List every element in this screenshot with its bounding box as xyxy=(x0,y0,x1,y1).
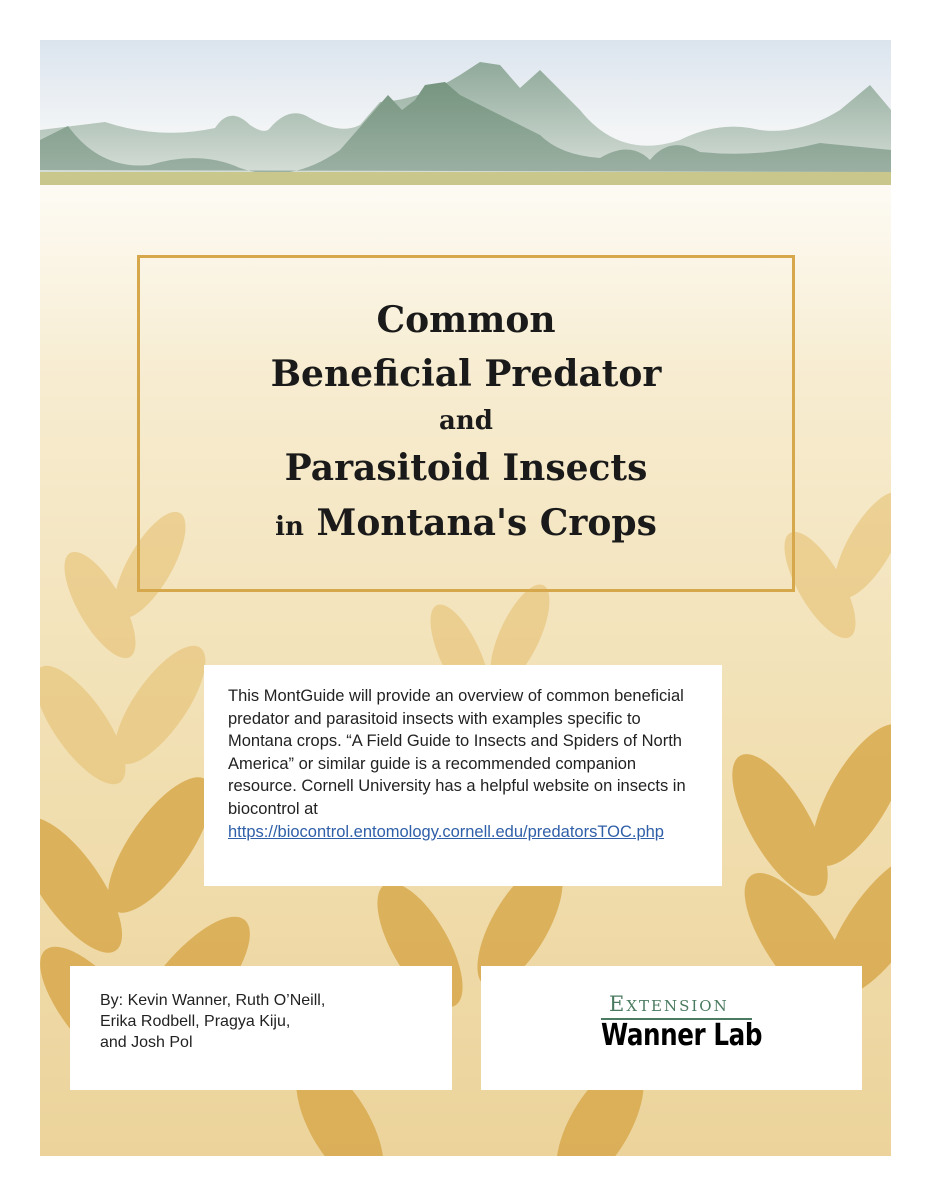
title-line-1: Common xyxy=(376,298,556,341)
authors-line-3: and Josh Pol xyxy=(100,1034,193,1051)
title-box xyxy=(137,255,795,592)
title-line-4: Parasitoid Insects xyxy=(284,446,648,489)
mountain-illustration xyxy=(40,40,891,172)
authors-line-2: Erika Rodbell, Pragya Kiju, xyxy=(100,1013,291,1030)
cover-page xyxy=(40,40,891,1156)
title-line-5-main: Montana's Crops xyxy=(316,501,657,544)
description-box xyxy=(204,665,722,886)
title-line-2: Beneficial Predator xyxy=(270,352,662,395)
title-line-3: and xyxy=(439,405,493,436)
authors-line-1: By: Kevin Wanner, Ruth O’Neill, xyxy=(100,992,326,1009)
title-line-5-prefix: in xyxy=(275,511,304,542)
extension-logo xyxy=(481,966,862,1090)
olive-band xyxy=(40,172,891,185)
logo-extension-text: Extension xyxy=(609,992,729,1016)
description-text: This MontGuide will provide an overview of common beneficial predator and parasitoid insects with examples specific to Montana crops. “A Field Guide to Insects and Spiders of North America” or similar guide is a recommended companion resource. Cornell University has a helpful website on insects in biocontrol at xyxy=(228,687,686,818)
authors-box xyxy=(70,966,452,1090)
cornell-link[interactable]: https://biocontrol.entomology.cornell.edu/predatorsTOC.php xyxy=(228,822,664,841)
logo-lab-text: Wanner Lab xyxy=(601,1018,763,1053)
title-line-5 xyxy=(275,495,657,555)
